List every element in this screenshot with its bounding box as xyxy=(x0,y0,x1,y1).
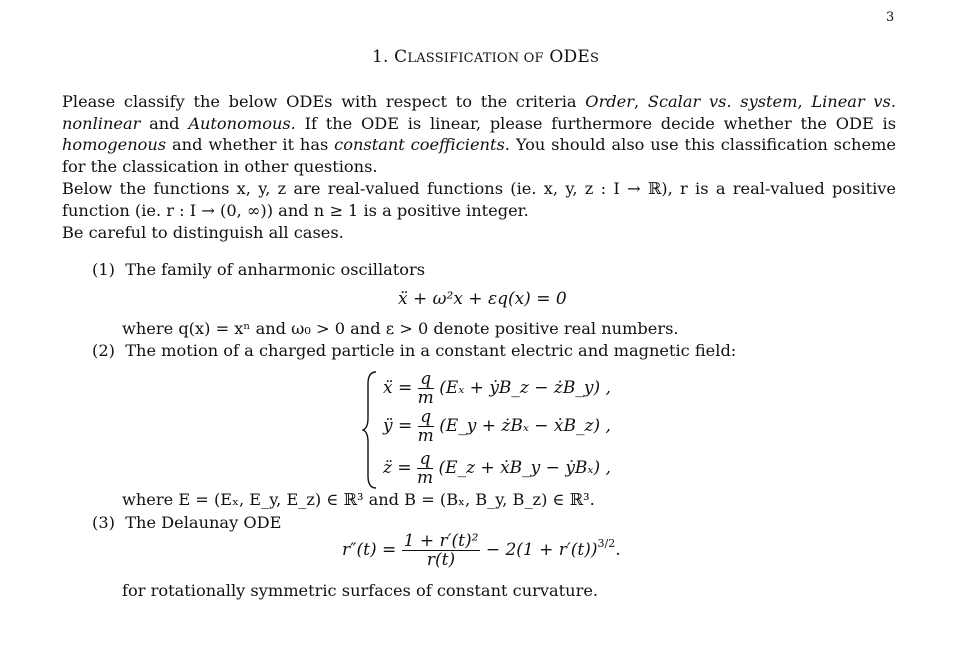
careful-paragraph: Be careful to distinguish all cases. xyxy=(62,223,344,242)
item-1-heading: (1) The family of anharmonic oscillators xyxy=(92,260,426,279)
item-3-heading: (3) The Delaunay ODE xyxy=(92,513,282,532)
item-2-heading: (2) The motion of a charged particle in a constant electric and magnetic field: xyxy=(92,341,737,360)
system-row-z: z̈ = $\frac{q}{m}$ (E_z + ẋB_y − ẏBₓ) , xyxy=(383,449,611,488)
system-row-y: ÿ = $\frac{q}{m}$ (E_y + żBₓ − ẋB_z) , xyxy=(383,407,611,446)
item-2-note: where E = (Eₓ, E_y, E_z) ∈ ℝ³ and B = (Bₓ, B_y, B_z) ∈ ℝ³. xyxy=(122,490,595,509)
functions-paragraph: Below the functions x, y, z are real-valued functions (ie. x, y, z : I → ℝ), r is a real-valued positive function (ie. r : I → (0, ∞)) and n ≥ 1 is a positive integer. xyxy=(62,179,896,220)
item-1-note: where q(x) = xⁿ and ω₀ > 0 and ε > 0 denote positive real numbers. xyxy=(122,319,679,338)
intro-paragraph: Please classify the below ODEs with respect to the criteria Order, Scalar vs. system, Linear vs. nonlinear and Autonomous. If the ODE is linear, please furthermore decide whether the ODE is homogenous and whether it has constant coefficients. You should also use this classification scheme for the classication in other questions. xyxy=(62,92,897,176)
page-number: 3 xyxy=(886,10,895,25)
system-row-x: ẍ = $\frac{q}{m}$ (Eₓ + ẏB_z − żB_y) , xyxy=(383,369,611,408)
delaunay-equation: r″(t) = $\frac{\text{1 + r′(t)²}}{r(t)}$ − $2(1 + r'(t))^{3/2}$. xyxy=(342,531,621,570)
item-1-equation: ẍ + ω²x + εq(x) = 0 xyxy=(398,289,567,309)
system-brace xyxy=(362,370,378,490)
item-3-note: for rotationally symmetric surfaces of constant curvature. xyxy=(122,581,599,600)
section-title: 1. CLASSIFICATION OF ODES xyxy=(371,47,600,67)
